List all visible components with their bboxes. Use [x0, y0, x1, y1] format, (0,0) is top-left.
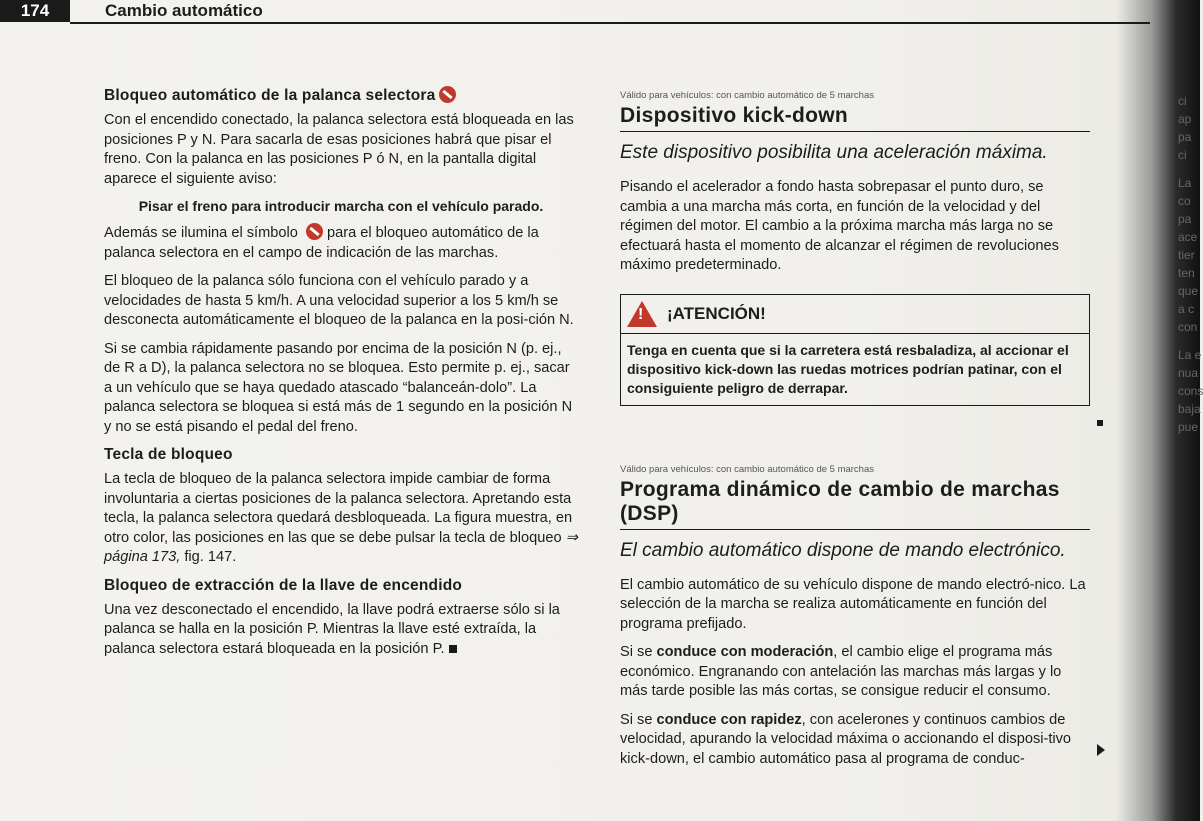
- bleed-fragment: pa: [1178, 212, 1192, 226]
- lever-lock-icon: [306, 223, 323, 240]
- paragraph-text: La tecla de bloqueo de la palanca selectora impide cambiar de forma involuntaria a ciertas posiciones de la palanca selectora. Apretando esta tecla, la palanca selectora quedará desbloqueada. La figura muestra, en otro color, las posiciones en las que se debe pulsar la tecla de bloqueo: [104, 471, 573, 546]
- page-reference-link[interactable]: ⇒ página 173,: [104, 529, 578, 565]
- section-title-kickdown: Dispositivo kick-down: [620, 104, 1090, 132]
- bleed-fragment: pa: [1178, 130, 1192, 144]
- paragraph-text: para el bloqueo automático de la palanca selectora en el campo de indicación de las marchas.: [104, 225, 539, 261]
- paragraph-text: Además se ilumina el símbolo: [104, 225, 298, 241]
- paragraph-text: , el cambio elige el programa más económico. Engranando con antelación las marchas más largas y lo más tarde posible las más cortas, se consigue reducir el consumo.: [620, 644, 1062, 699]
- heading-key-lock: Bloqueo de extracción de la llave de encendido: [104, 576, 463, 594]
- paragraph-text: Una vez desconectado el encendido, la llave podrá extraerse sólo si la palanca se halla en la posición P. Mientras la llave esté extraída, la palanca selectora estará bloqueada en la posición P.: [104, 601, 560, 657]
- next-page-bleed: [1178, 92, 1203, 436]
- paragraph: [104, 470, 578, 568]
- validity-note: Válido para vehículos: con cambio automático de 5 marchas: [620, 463, 874, 475]
- bleed-fragment: co: [1178, 194, 1191, 208]
- bold-term: conduce con moderación: [656, 644, 834, 660]
- bleed-fragment: cons: [1178, 384, 1203, 398]
- chapter-title: Cambio automático: [105, 1, 263, 20]
- bleed-fragment: La e: [1178, 348, 1202, 362]
- heading-auto-lock-text: Bloqueo automático de la palanca selectora: [104, 87, 436, 104]
- right-column: [620, 90, 1090, 778]
- bleed-fragment: ten: [1178, 266, 1195, 280]
- end-of-section-mark: [449, 645, 457, 653]
- paragraph-text: Si se: [620, 644, 653, 660]
- warning-box: [620, 294, 1090, 406]
- paragraph: [104, 223, 578, 263]
- page-number: 174: [0, 0, 70, 22]
- warning-header: [621, 295, 1089, 334]
- bleed-fragment: baja: [1178, 402, 1201, 416]
- left-column: [104, 86, 578, 668]
- bleed-fragment: que: [1178, 284, 1199, 298]
- bleed-fragment: ace: [1178, 230, 1198, 244]
- bleed-fragment: La: [1178, 176, 1192, 190]
- heading-lock-key: Tecla de bloqueo: [104, 446, 233, 463]
- bleed-fragment: tier: [1178, 248, 1195, 262]
- bleed-fragment: a c: [1178, 302, 1195, 316]
- bleed-fragment: ci: [1178, 94, 1187, 108]
- paragraph: [620, 643, 1090, 702]
- display-notice: Pisar el freno para introducir marcha con el vehículo parado.: [138, 198, 544, 214]
- lever-lock-icon: [439, 86, 456, 103]
- paragraph: Si se cambia rápidamente pasando por encima de la posición N (p. ej., de R a D), la palanca selectora no se bloquea. Esto permite p. ej., sacar a un vehículo que se haya quedado atascado “balanceán-dolo”. La palanca selectora se bloquea si está más de 1 segundo en la posición N y no se está pisando el pedal del freno.: [104, 340, 573, 435]
- section-title-dsp: Programa dinámico de cambio de marchas (DSP): [620, 478, 1090, 530]
- header-rule: [70, 22, 1150, 24]
- spacer: [620, 406, 1090, 464]
- warning-title: ¡ATENCIÓN!: [667, 303, 766, 323]
- warning-text: Tenga en cuenta que si la carretera está resbaladiza, al accionar el dispositivo kick-down las ruedas motrices podrían patinar, con el consiguiente peligro de derrapar.: [627, 341, 1069, 396]
- bleed-fragment: pue: [1178, 420, 1199, 434]
- bleed-fragment: nua: [1178, 366, 1199, 380]
- continued-arrow-icon: [1097, 744, 1105, 756]
- bold-term: conduce con rapidez: [656, 711, 802, 728]
- paragraph: [104, 601, 578, 660]
- validity-note: Válido para vehículos: con cambio automático de 5 marchas: [620, 90, 874, 101]
- heading-auto-lock: [104, 86, 578, 105]
- paragraph: Pisando el acelerador a fondo hasta sobrepasar el punto duro, se cambia a una marcha más corta, en función de la velocidad y del régimen del motor. El cambio a la próxima marcha más larga no se efectuará hasta el momento de alcanzar el régimen de revoluciones máximo predeterminado.: [620, 179, 1059, 273]
- page-header: [0, 0, 1200, 22]
- paragraph: [620, 711, 1090, 770]
- end-of-section-mark: [1097, 420, 1103, 426]
- paragraph: Con el encendido conectado, la palanca selectora está bloqueada en las posiciones P y N. Para sacarla de esas posiciones habrá que pisar el freno. Con la palanca en las posiciones P ó N, en la pantalla digital aparece el siguiente aviso:: [104, 112, 574, 187]
- bleed-fragment: con: [1178, 320, 1198, 334]
- bleed-fragment: ap: [1178, 112, 1192, 126]
- warning-triangle-icon: [627, 301, 657, 327]
- lead-sentence: El cambio automático dispone de mando electrónico.: [620, 539, 1066, 561]
- lead-sentence: Este dispositivo posibilita una aceleración máxima.: [620, 142, 1048, 163]
- paragraph-text: , con acelerones y continuos cambios de velocidad, apurando la velocidad máxima o accionando el disposi-tivo kick-down, el cambio automático pasa al programa de conduc-: [620, 711, 1072, 767]
- paragraph-text: fig. 147.: [184, 549, 237, 565]
- bleed-fragment: ci: [1178, 148, 1187, 162]
- paragraph: El cambio automático de su vehículo dispone de mando electró-nico. La selección de la marcha se realiza automáticamente en función del programa prefijado.: [620, 576, 1086, 632]
- paragraph-text: Si se: [620, 711, 653, 728]
- paragraph: El bloqueo de la palanca sólo funciona con el vehículo parado y a velocidades de hasta 5 km/h. A una velocidad superior a los 5 km/h se desconecta automáticamente el bloqueo de la palanca en la posi-ción N.: [104, 273, 574, 328]
